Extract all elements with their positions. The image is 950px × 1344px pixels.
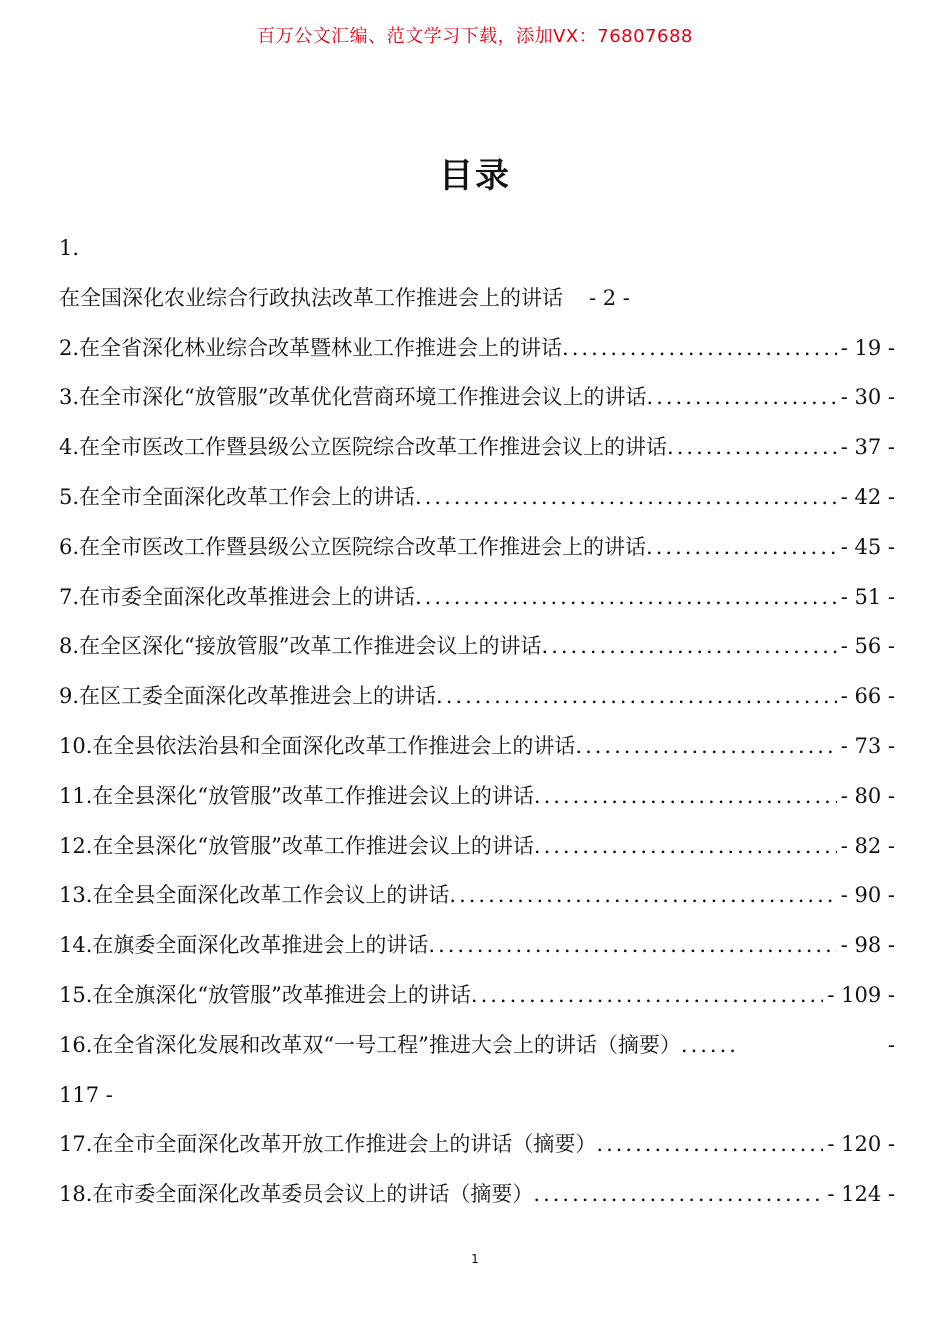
toc-entry-number: 14. [59, 933, 93, 958]
toc-entry[interactable] [59, 622, 895, 672]
table-of-contents [59, 224, 895, 1220]
toc-entry-number: 11. [59, 783, 93, 808]
dot-leader [449, 871, 836, 921]
dot-leader [436, 672, 837, 722]
toc-entry-number: 13. [59, 883, 93, 908]
toc-entry-page: - 2 - [589, 285, 630, 310]
toc-entry-page: - 109 - [827, 982, 895, 1007]
toc-entry-number: 4. [59, 435, 80, 460]
toc-entry[interactable] [59, 423, 895, 473]
toc-entry[interactable] [59, 672, 895, 722]
toc-entry-page: - 90 - [840, 883, 895, 908]
toc-entry-title: 在全省深化林业综合改革暨林业工作推进会上的讲话 [79, 335, 563, 360]
toc-entry-number: 9. [59, 684, 80, 709]
toc-entry-continuation[interactable] [59, 1071, 895, 1121]
toc-entry-number: 16. [59, 1032, 93, 1057]
toc-entry-title: 在全县深化“放管服”改革工作推进会议上的讲话 [92, 833, 534, 858]
toc-entry-page: - 37 - [840, 435, 895, 460]
toc-entry-page: - [887, 1032, 895, 1057]
toc-entry[interactable] [59, 921, 895, 971]
dot-leader [646, 523, 837, 573]
toc-entry-page: - 51 - [840, 584, 895, 609]
toc-entry[interactable] [59, 1120, 895, 1170]
page-number: 1 [471, 1252, 479, 1266]
toc-entry-number: 10. [59, 733, 93, 758]
toc-entry-title: 在全县深化“放管服”改革工作推进会议上的讲话 [92, 783, 534, 808]
toc-entry-page: - 19 - [840, 335, 895, 360]
dot-leader [428, 921, 836, 971]
toc-entry-page: - 124 - [827, 1182, 895, 1207]
toc-entry-title: 在全市深化“放管服”改革优化营商环境工作推进会议上的讲话 [79, 385, 647, 410]
toc-entry-page: - 45 - [840, 534, 895, 559]
toc-entry[interactable] [59, 373, 895, 423]
dot-leader [471, 971, 823, 1021]
toc-entry[interactable] [59, 1170, 895, 1220]
toc-entry-title: 在全省深化发展和改革双“一号工程”推进大会上的讲话（摘要） [92, 1032, 681, 1057]
dot-leader [534, 772, 837, 822]
toc-entry-title: 在区工委全面深化改革推进会上的讲话 [79, 684, 437, 709]
toc-entry-page-continued: 117 - [59, 1082, 113, 1107]
toc-entry[interactable] [59, 1021, 895, 1071]
toc-entry[interactable] [59, 772, 895, 822]
toc-entry-page: - 42 - [840, 484, 895, 509]
toc-entry-title: 在全市全面深化改革开放工作推进会上的讲话（摘要） [92, 1132, 597, 1157]
dot-leader [562, 324, 837, 374]
toc-entry-title: 在旗委全面深化改革推进会上的讲话 [92, 933, 429, 958]
toc-entry-1-number-line[interactable] [59, 224, 895, 274]
toc-entry-number: 8. [59, 634, 80, 659]
toc-entry-number: 15. [59, 982, 93, 1007]
toc-entry-title: 在市委全面深化改革推进会上的讲话 [79, 584, 416, 609]
dot-leader [647, 373, 837, 423]
toc-entry-page: - 98 - [840, 933, 895, 958]
toc-entry-page: - 73 - [840, 733, 895, 758]
toc-entry-number: 12. [59, 833, 93, 858]
toc-entry-title: 在全区深化“接放管服”改革工作推进会议上的讲话 [79, 634, 542, 659]
toc-entry-number: 3. [59, 385, 80, 410]
toc-entry[interactable] [59, 971, 895, 1021]
toc-entry-page: - 66 - [840, 684, 895, 709]
toc-entry[interactable] [59, 523, 895, 573]
toc-entry-title: 在全市全面深化改革工作会上的讲话 [79, 484, 416, 509]
toc-entry[interactable] [59, 822, 895, 872]
toc-entry-title: 在全旗深化“放管服”改革推进会上的讲话 [92, 982, 471, 1007]
toc-entry-title: 在全县依法治县和全面深化改革工作推进会上的讲话 [92, 733, 576, 758]
dot-leader [415, 573, 837, 623]
toc-entry-number: 5. [59, 484, 80, 509]
toc-entry-number: 6. [59, 534, 80, 559]
watermark-header: 百万公文汇编、范文学习下载，添加VX：76807688 [257, 26, 693, 47]
dot-leader [542, 622, 837, 672]
toc-entry-title: 在全国深化农业综合行政执法改革工作推进会上的讲话 [59, 285, 563, 310]
toc-entry-page: - 120 - [827, 1132, 895, 1157]
toc-entry-title: 在全市医改工作暨县级公立医院综合改革工作推进会议上的讲话 [79, 435, 668, 460]
dot-leader [667, 423, 837, 473]
toc-entry[interactable] [59, 473, 895, 523]
toc-entry-number: 17. [59, 1132, 93, 1157]
toc-entry-page: - 82 - [840, 833, 895, 858]
toc-entry-title: 在全县全面深化改革工作会议上的讲话 [92, 883, 450, 908]
toc-entry-title: 在市委全面深化改革委员会议上的讲话（摘要） [92, 1182, 534, 1207]
page-title: 目录 [439, 156, 511, 196]
dot-leader [681, 1021, 884, 1071]
toc-entry[interactable] [59, 573, 895, 623]
toc-entry-title: 在全市医改工作暨县级公立医院综合改革工作推进会上的讲话 [79, 534, 647, 559]
toc-entry-number: 1. [59, 236, 80, 260]
toc-entry-1-title-line[interactable] [59, 274, 895, 324]
toc-entry[interactable] [59, 871, 895, 921]
toc-entry-number: 18. [59, 1182, 93, 1207]
dot-leader [534, 822, 837, 872]
dot-leader [415, 473, 837, 523]
toc-entry-number: 2. [59, 335, 80, 360]
toc-entry-page: - 30 - [840, 385, 895, 410]
toc-entry-number: 7. [59, 584, 80, 609]
toc-entry[interactable] [59, 324, 895, 374]
toc-entry-page: - 56 - [840, 634, 895, 659]
dot-leader [596, 1120, 823, 1170]
toc-entry-page: - 80 - [840, 783, 895, 808]
dot-leader [533, 1170, 823, 1220]
dot-leader [575, 722, 836, 772]
toc-entry[interactable] [59, 722, 895, 772]
